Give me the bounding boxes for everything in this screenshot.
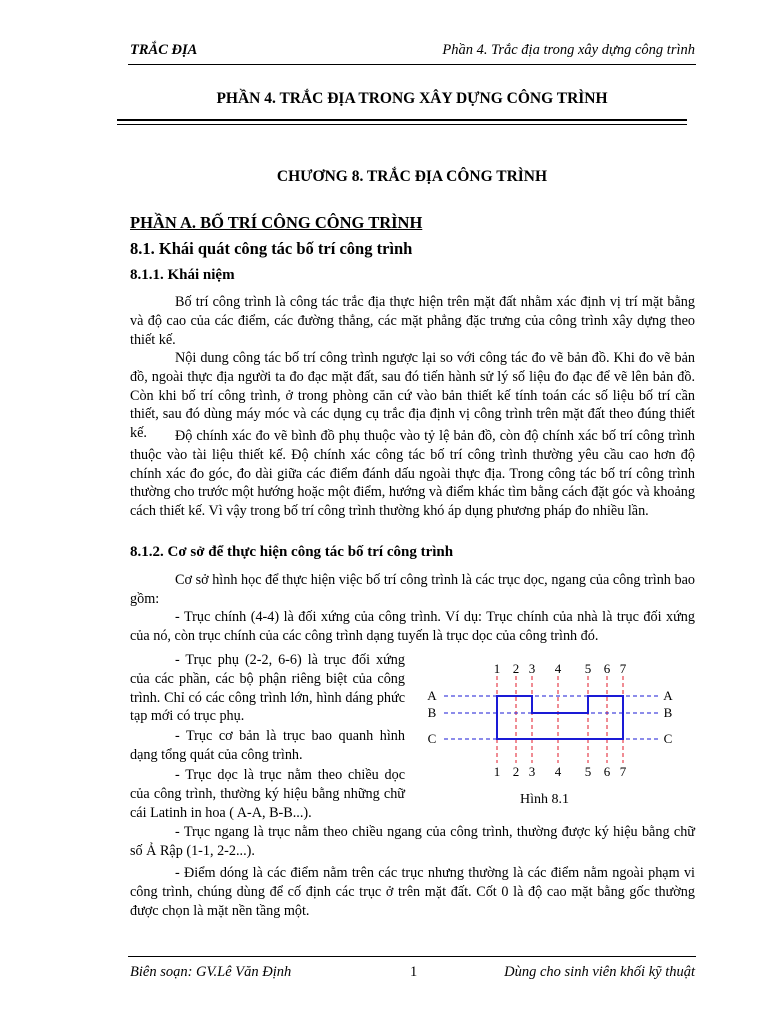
double-rule [117, 119, 687, 125]
right-axis-label-B: B [663, 705, 673, 720]
bottom-axis-label-5: 5 [584, 764, 592, 779]
footer-note: Dùng cho sinh viên khối kỹ thuật [504, 964, 695, 980]
bottom-axis-label-6: 6 [603, 764, 611, 779]
top-axis-label-2: 2 [512, 661, 520, 676]
left-axis-label-C: C [427, 731, 437, 746]
left-axis-label-B: B [427, 705, 437, 720]
heading-8-1-2: 8.1.2. Cơ sở để thực hiện công tác bố trí công trình [130, 544, 454, 560]
left-axis-label-A: A [427, 688, 437, 703]
bottom-axis-label-3: 3 [528, 764, 536, 779]
paragraph-9: - Trục ngang là trục nằm theo chiều ngang của công trình, thường được ký hiệu bằng chữ số Ả Rập (1-1, 2-2...). [130, 824, 695, 859]
heading-8-1-1: 8.1.1. Khái niệm [130, 267, 235, 283]
top-axis-label-3: 3 [528, 661, 536, 676]
bottom-axis-label-2: 2 [512, 764, 520, 779]
header-right: Phần 4. Trắc địa trong xây dựng công trình [442, 42, 695, 58]
footer-rule [128, 956, 696, 957]
header-left: TRẮC ĐỊA [130, 42, 198, 58]
top-axis-label-5: 5 [584, 661, 592, 676]
bottom-axis-label-4: 4 [554, 764, 562, 779]
paragraph-5: - Trục chính (4-4) là đối xứng của công trình. Ví dụ: Trục chính của nhà là trục đối xứng của nó, còn trục chính của các công trình dạng tuyến là trục dọc của công trình đó. [130, 609, 695, 644]
page-number: 1 [410, 964, 418, 980]
paragraph-2: Nội dung công tác bố trí công trình ngược lại so với công tác đo vẽ bản đồ. Khi đo vẽ bản đồ, ngoài thực địa người ta đo đạc mặt đất, sau đó tiến hành sử lý số liệu đo đạc để vẽ lên bản đồ. Còn khi bố trí công trình, ở trong phòng căn cứ vào bản thiết kế tính toán các số liệu bố trí cần thiết, sau đó dùng máy móc và các dụng cụ trắc địa định vị công trình trên mặt đất theo đúng thiết kế. [130, 350, 695, 442]
bottom-axis-label-1: 1 [493, 764, 501, 779]
paragraph-10: - Điểm dóng là các điểm nằm trên các trục nhưng thường là các điểm nằm ngoài phạm vi công trình, chúng dùng để cố định các trục ở trên mặt đất. Cốt 0 là độ cao mặt bằng gốc thường được chọn là mặt nền tầng một. [130, 865, 695, 919]
paragraph-1: Bố trí công trình là công tác trắc địa thực hiện trên mặt đất nhằm xác định vị trí mặt bằng và độ cao của các điểm, các đường thẳng, các mặt phẳng đặc trưng của công trình xây dựng theo thiết kế. [130, 294, 695, 348]
footer-author: Biên soạn: GV.Lê Văn Định [130, 964, 292, 980]
chapter-title: CHƯƠNG 8. TRẮC ĐỊA CÔNG TRÌNH [276, 168, 548, 185]
right-axis-label-C: C [663, 731, 673, 746]
right-axis-label-A: A [663, 688, 673, 703]
bottom-axis-label-7: 7 [619, 764, 627, 779]
heading-8-1: 8.1. Khái quát công tác bố trí công trình [130, 239, 413, 258]
part-title: PHẦN 4. TRẮC ĐỊA TRONG XÂY DỰNG CÔNG TRÌNH [216, 90, 608, 107]
paragraph-4: Cơ sở hình học để thực hiện việc bố trí công trình là các trục dọc, ngang của công trình bao gồm: [130, 572, 695, 607]
header-rule [128, 64, 696, 65]
paragraph-6: - Trục phụ (2-2, 6-6) là trục đối xứng của các phần, các bộ phận riêng biệt của công trình. Chỉ có các công trình lớn, hình dáng phức tạp mới có trục phụ. [130, 652, 405, 725]
figure-caption: Hình 8.1 [520, 792, 569, 807]
section-a-heading: PHẦN A. BỐ TRÍ CÔNG CÔNG TRÌNH [130, 213, 423, 232]
top-axis-label-6: 6 [603, 661, 611, 676]
paragraph-3: Độ chính xác đo vẽ bình đồ phụ thuộc vào tỷ lệ bản đồ, còn độ chính xác bố trí công trình thuộc vào tài liệu thiết kế. Độ chính xác công tác bố trí công trình thường yêu cầu cao hơn độ chính xác đo góc, đo dài giữa các điểm đánh dấu ngoài thực địa. Trong công tác bố trí công trình thường cho trước một hướng hoặc một điểm, hướng và điểm khác tìm bằng cách đặt góc và khoảng cách thiết kế. Vì vậy trong bố trí công trình thường khó áp dụng phương pháp đo nhiều lần. [130, 428, 695, 520]
paragraph-7: - Trục cơ bản là trục bao quanh hình dạng tổng quát của công trình. [130, 728, 405, 763]
top-axis-label-1: 1 [493, 661, 501, 676]
paragraph-8: - Trục dọc là trục nằm theo chiều dọc của công trình, thường ký hiệu bằng những chữ cái Latinh in hoa ( A-A, B-B...). [130, 767, 405, 821]
top-axis-label-7: 7 [619, 661, 627, 676]
top-axis-label-4: 4 [554, 661, 562, 676]
